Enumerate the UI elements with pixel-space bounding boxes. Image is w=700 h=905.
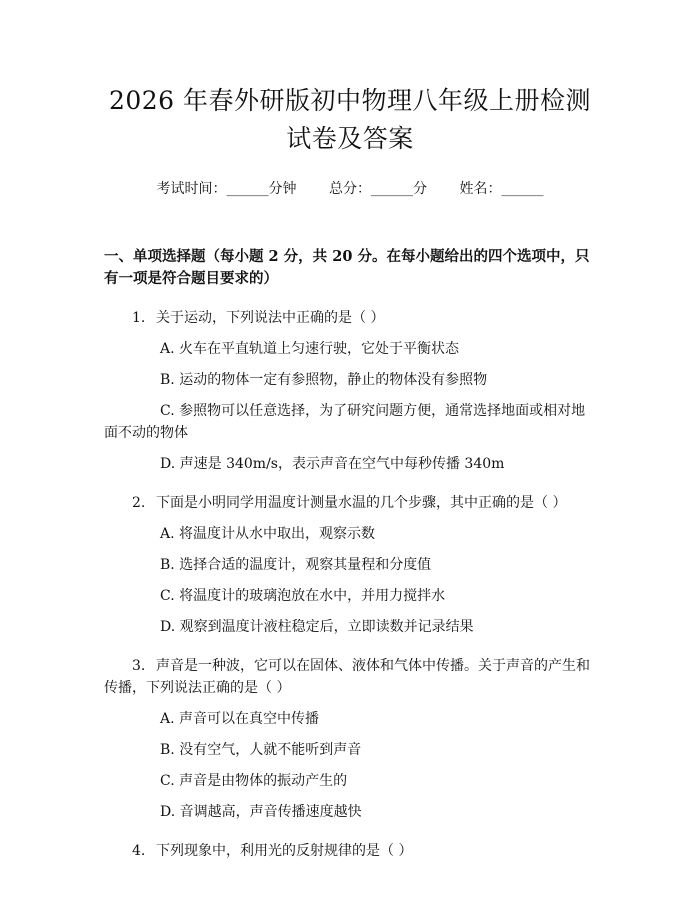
question-number: 2.: [132, 495, 146, 511]
question-1: [104, 307, 596, 475]
question-text: 下面是小明同学用温度计测量水温的几个步骤，其中正确的是（ ）: [156, 495, 567, 511]
option-d: D. 观察到温度计液柱稳定后，立即读数并记录结果: [160, 619, 474, 635]
question-stem: [104, 840, 596, 862]
option-d: D. 声速是 340m/s，表示声音在空气中每秒传播 340m: [160, 456, 505, 472]
question-2: [104, 492, 596, 638]
question-3: [104, 655, 596, 823]
question-stem: [104, 492, 596, 514]
question-4: [104, 840, 596, 862]
question-stem: [104, 307, 596, 329]
option-b: B. 选择合适的温度计，观察其量程和分度值: [160, 557, 432, 573]
question-number: 4.: [132, 843, 146, 859]
option-b: B. 运动的物体一定有参照物，静止的物体没有参照物: [160, 372, 488, 388]
page-title: 2026 年春外研版初中物理八年级上册检测试卷及答案: [108, 86, 592, 153]
question-text: 下列现象中，利用光的反射规律的是（ ）: [156, 843, 413, 859]
section-heading: 一、单项选择题（每小题 2 分，共 20 分。在每小题给出的四个选项中，只有一项是符合题目要求的）: [104, 248, 590, 287]
exam-time-field: 考试时间：______分钟: [156, 181, 297, 197]
total-score-field: 总分：______分: [329, 181, 427, 197]
question-text: 关于运动，下列说法中正确的是（ ）: [156, 310, 385, 326]
option-c: C. 将温度计的玻璃泡放在水中，并用力搅拌水: [160, 588, 446, 604]
student-name-field: 姓名：______: [459, 181, 544, 197]
exam-info: [104, 179, 596, 199]
option-c: C. 声音是由物体的振动产生的: [160, 773, 348, 789]
question-number: 1.: [132, 310, 146, 326]
option-a: A. 声音可以在真空中传播: [160, 711, 320, 727]
option-a: A. 将温度计从水中取出，观察示数: [160, 526, 376, 542]
option-a: A. 火车在平直轨道上匀速行驶，它处于平衡状态: [160, 341, 460, 357]
option-c: C. 参照物可以任意选择，为了研究问题方便，通常选择地面或相对地面不动的物体: [104, 403, 586, 441]
option-d: D. 音调越高，声音传播速度越快: [160, 804, 362, 820]
question-text: 声音是一种波，它可以在固体、液体和气体中传播。关于声音的产生和传播，下列说法正确的是（ ）: [104, 658, 590, 696]
question-number: 3.: [132, 658, 146, 674]
question-stem: [104, 655, 596, 699]
option-b: B. 没有空气，人就不能听到声音: [160, 742, 362, 758]
